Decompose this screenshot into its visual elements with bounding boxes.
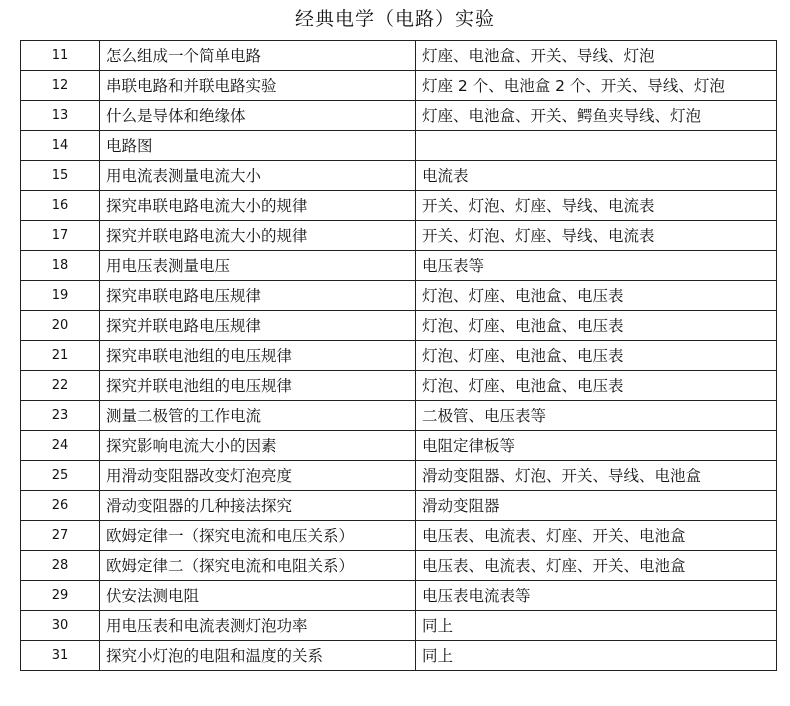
row-number-cell: 14 [21, 131, 100, 161]
row-number-cell: 30 [21, 611, 100, 641]
table-row [21, 131, 777, 161]
row-number-cell: 18 [21, 251, 100, 281]
experiment-name-cell: 探究串联电路电压规律 [100, 281, 416, 311]
table-row [21, 461, 777, 491]
row-number-cell: 13 [21, 101, 100, 131]
experiment-name-cell: 探究小灯泡的电阻和温度的关系 [100, 641, 416, 671]
equipment-cell: 灯座、电池盒、开关、鳄鱼夹导线、灯泡 [416, 101, 777, 131]
experiment-name-cell: 用滑动变阻器改变灯泡亮度 [100, 461, 416, 491]
equipment-cell: 电压表、电流表、灯座、开关、电池盒 [416, 521, 777, 551]
experiment-name-cell: 欧姆定律一（探究电流和电压关系） [100, 521, 416, 551]
row-number-cell: 21 [21, 341, 100, 371]
table-row [21, 41, 777, 71]
experiment-name-cell: 滑动变阻器的几种接法探究 [100, 491, 416, 521]
experiment-name-cell: 探究串联电池组的电压规律 [100, 341, 416, 371]
table-row [21, 191, 777, 221]
row-number-cell: 11 [21, 41, 100, 71]
table-row [21, 71, 777, 101]
table-row [21, 281, 777, 311]
table-row [21, 221, 777, 251]
experiment-name-cell: 欧姆定律二（探究电流和电阻关系） [100, 551, 416, 581]
row-number-cell: 22 [21, 371, 100, 401]
row-number-cell: 16 [21, 191, 100, 221]
equipment-cell: 灯泡、灯座、电池盒、电压表 [416, 341, 777, 371]
equipment-cell: 电阻定律板等 [416, 431, 777, 461]
experiment-table-body [21, 41, 777, 671]
equipment-cell: 电压表、电流表、灯座、开关、电池盒 [416, 551, 777, 581]
experiment-name-cell: 探究影响电流大小的因素 [100, 431, 416, 461]
table-row [21, 581, 777, 611]
equipment-cell: 同上 [416, 641, 777, 671]
document-title: 经典电学（电路）实验 [294, 8, 495, 30]
experiment-name-cell: 伏安法测电阻 [100, 581, 416, 611]
equipment-cell: 同上 [416, 611, 777, 641]
row-number-cell: 26 [21, 491, 100, 521]
equipment-cell: 电流表 [416, 161, 777, 191]
table-row [21, 161, 777, 191]
table-row [21, 551, 777, 581]
equipment-cell: 灯座 2 个、电池盒 2 个、开关、导线、灯泡 [416, 71, 777, 101]
experiment-name-cell: 测量二极管的工作电流 [100, 401, 416, 431]
table-row [21, 371, 777, 401]
table-row [21, 491, 777, 521]
equipment-cell: 电压表等 [416, 251, 777, 281]
equipment-cell: 开关、灯泡、灯座、导线、电流表 [416, 191, 777, 221]
experiment-name-cell: 串联电路和并联电路实验 [100, 71, 416, 101]
row-number-cell: 25 [21, 461, 100, 491]
equipment-cell: 灯座、电池盒、开关、导线、灯泡 [416, 41, 777, 71]
row-number-cell: 12 [21, 71, 100, 101]
experiment-name-cell: 用电流表测量电流大小 [100, 161, 416, 191]
row-number-cell: 24 [21, 431, 100, 461]
table-row [21, 401, 777, 431]
table-row [21, 431, 777, 461]
equipment-cell: 滑动变阻器、灯泡、开关、导线、电池盒 [416, 461, 777, 491]
experiment-name-cell: 什么是导体和绝缘体 [100, 101, 416, 131]
table-row [21, 101, 777, 131]
row-number-cell: 19 [21, 281, 100, 311]
table-row [21, 641, 777, 671]
experiment-name-cell: 探究并联电路电压规律 [100, 311, 416, 341]
experiment-name-cell: 电路图 [100, 131, 416, 161]
equipment-cell: 电压表电流表等 [416, 581, 777, 611]
experiment-name-cell: 探究并联电池组的电压规律 [100, 371, 416, 401]
row-number-cell: 31 [21, 641, 100, 671]
table-row [21, 341, 777, 371]
row-number-cell: 17 [21, 221, 100, 251]
experiment-name-cell: 探究串联电路电流大小的规律 [100, 191, 416, 221]
row-number-cell: 15 [21, 161, 100, 191]
row-number-cell: 20 [21, 311, 100, 341]
table-row [21, 521, 777, 551]
row-number-cell: 23 [21, 401, 100, 431]
equipment-cell: 二极管、电压表等 [416, 401, 777, 431]
experiment-name-cell: 用电压表测量电压 [100, 251, 416, 281]
equipment-cell: 灯泡、灯座、电池盒、电压表 [416, 311, 777, 341]
equipment-cell [416, 131, 777, 161]
row-number-cell: 28 [21, 551, 100, 581]
table-row [21, 251, 777, 281]
row-number-cell: 29 [21, 581, 100, 611]
equipment-cell: 灯泡、灯座、电池盒、电压表 [416, 371, 777, 401]
experiment-table [20, 40, 777, 671]
row-number-cell: 27 [21, 521, 100, 551]
equipment-cell: 开关、灯泡、灯座、导线、电流表 [416, 221, 777, 251]
table-row [21, 311, 777, 341]
experiment-name-cell: 用电压表和电流表测灯泡功率 [100, 611, 416, 641]
experiment-name-cell: 怎么组成一个简单电路 [100, 41, 416, 71]
experiment-name-cell: 探究并联电路电流大小的规律 [100, 221, 416, 251]
equipment-cell: 灯泡、灯座、电池盒、电压表 [416, 281, 777, 311]
equipment-cell: 滑动变阻器 [416, 491, 777, 521]
table-row [21, 611, 777, 641]
